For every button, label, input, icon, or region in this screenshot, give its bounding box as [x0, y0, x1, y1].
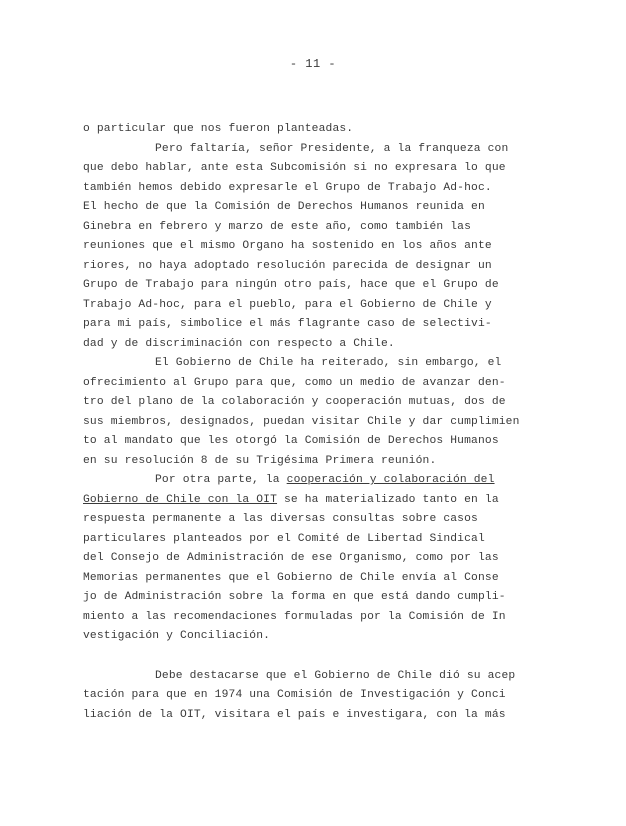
text-line [83, 491, 533, 511]
text-line: reuniones que el mismo Organo ha sostenido en los años ante [83, 240, 492, 252]
text-line: Memorias permanentes que el Gobierno de Chile envía al Conse [83, 571, 499, 584]
paragraph-2 [83, 140, 533, 355]
paragraph-3 [83, 354, 533, 471]
text-run: Por otra parte, la [155, 474, 287, 486]
text-line: Ginebra en febrero y marzo de este año, como también las [83, 220, 472, 233]
paragraph-1 [83, 120, 533, 140]
text-line: que debo hablar, ante esta Subcomisión si no expresara lo que [83, 162, 506, 174]
text-line: El hecho de que la Comisión de Derechos Humanos reunida en [83, 201, 485, 213]
text-line: sus miembros, designados, puedan visitar Chile y dar cumplimien [83, 415, 520, 428]
text-line: también hemos debido expresarle el Grupo de Trabajo Ad-hoc. [83, 181, 492, 194]
underlined-text: Gobierno de Chile con la OIT [83, 493, 278, 506]
text-line: miento a las recomendaciones formuladas por la Comisión de In [83, 610, 506, 623]
text-line: Grupo de Trabajo para ningún otro país, hace que el Grupo de [83, 279, 499, 291]
text-line: jo de Administración sobre la forma en que está dando cumpli- [83, 591, 506, 603]
text-line [83, 471, 533, 491]
text-line: riores, no haya adoptado resolución parecida de designar un [83, 259, 492, 272]
text-line: respuesta permanente a las diversas consultas sobre casos [83, 513, 478, 525]
text-line: to al mandato que les otorgó la Comisión de Derechos Humanos [83, 435, 499, 447]
text-line: tro del plano de la colaboración y cooperación mutuas, dos de [83, 396, 506, 408]
paragraph-4 [83, 471, 533, 647]
underlined-text: cooperación y colaboración del [286, 474, 495, 486]
text-line: dad y de discriminación con respecto a Chile. [83, 337, 395, 350]
page-number: - 11 - [289, 57, 337, 71]
text-line: Trabajo Ad-hoc, para el pueblo, para el Gobierno de Chile y [83, 298, 492, 311]
text-line: Pero faltaría, señor Presidente, a la franqueza con [155, 142, 509, 155]
text-line: ofrecimiento al Grupo para que, como un medio de avanzar den- [83, 376, 506, 389]
body-text [83, 120, 533, 725]
text-line: vestigación y Conciliación. [83, 630, 271, 642]
text-line: para mi país, simbolice el más flagrante caso de selectivi- [83, 318, 492, 330]
text-line: o particular que nos fueron planteadas. [83, 123, 354, 135]
text-line: liación de la OIT, visitara el país e investigara, con la más [83, 708, 506, 721]
text-line: en su resolución 8 de su Trigésima Primera reunión. [83, 454, 437, 467]
text-run: se ha materializado tanto en la [277, 493, 499, 506]
text-line: del Consejo de Administración de ese Organismo, como por las [83, 552, 499, 564]
text-line: El Gobierno de Chile ha reiterado, sin embargo, el [155, 357, 502, 369]
text-line: Debe destacarse que el Gobierno de Chile dió su acep [155, 669, 516, 682]
text-line: tación para que en 1974 una Comisión de Investigación y Conci [83, 689, 506, 701]
text-line: particulares planteados por el Comité de Libertad Sindical [83, 532, 485, 545]
paragraph-5 [83, 667, 533, 726]
paragraph-gap [83, 647, 533, 667]
